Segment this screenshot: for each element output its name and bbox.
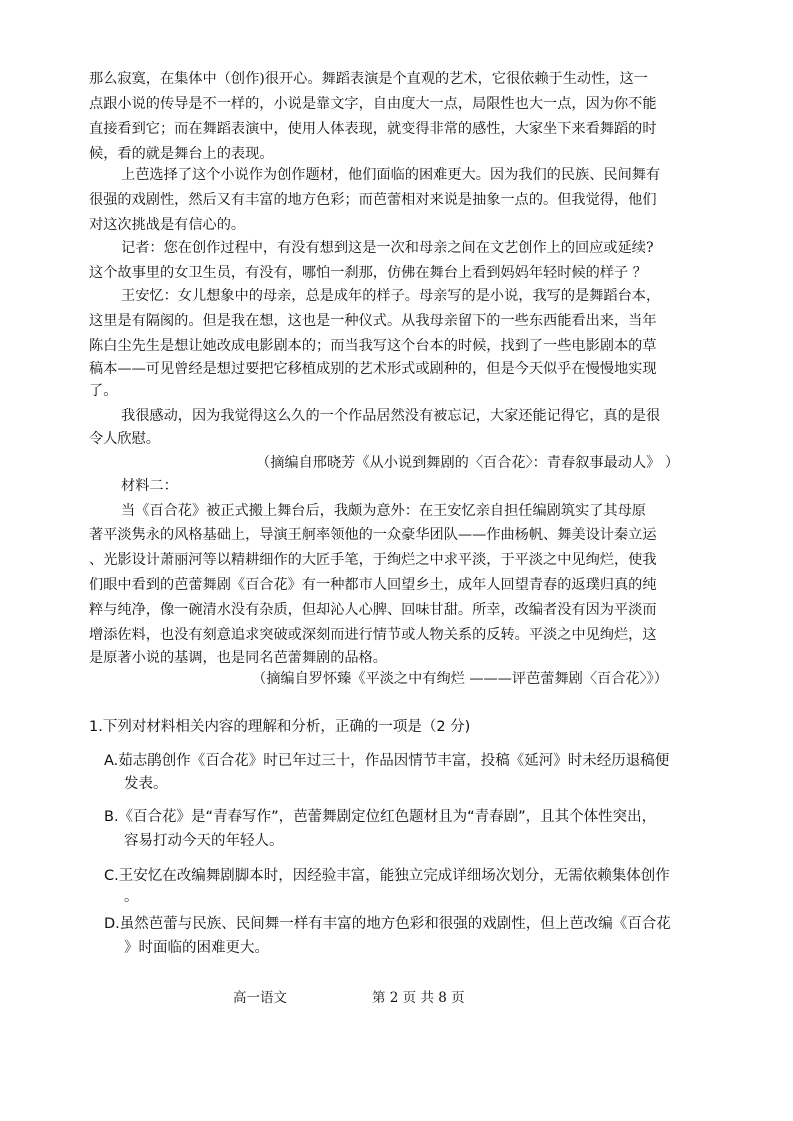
option-c-line: 。 — [124, 889, 139, 905]
text-line: 著平淡隽永的风格基础上，导演王舸率领他的一众豪华团队——作曲杨帆、舞美设计秦立运 — [89, 527, 657, 543]
option-b-line: 容易打动今天的年轻人。 — [124, 833, 284, 849]
footer-subject: 高一语文 — [233, 990, 287, 1006]
text-line: 这个故事里的女卫生员，有没有，哪怕一刹那，仿佛在舞台上看到妈妈年轻时候的样子 ？ — [89, 265, 647, 281]
text-line: 王安忆：女儿想象中的母亲，总是成年的样子。母亲写的是小说，我写的是舞蹈台本， — [121, 288, 661, 304]
text-line: 上芭选择了这个小说作为创作题材，他们面临的困难更大。因为我们的民族、民间舞有 — [121, 167, 661, 183]
text-line: 很强的戏剧性，然后又有丰富的地方色彩；而芭蕾相对来说是抽象一点的。但我觉得，他们 — [89, 192, 657, 208]
text-line: 直接看到它；而在舞蹈表演中，使用人体表现，就变得非常的感性，大家坐下来看舞蹈的时 — [89, 121, 657, 137]
text-line: 、光影设计萧丽河等以精耕细作的大匠手笔，于绚烂之中求平淡，于平淡之中见绚烂，使我 — [89, 552, 657, 568]
option-a-line: 发表。 — [124, 776, 168, 792]
option-c-line: C.王安忆在改编舞剧脚本时，因经验丰富，能独立完成详细场次划分，无需依赖集体创作 — [104, 868, 670, 884]
text-line: 记者：您在创作过程中，有没有想到这是一次和母亲之间在文艺创作上的回应或延续? — [121, 240, 654, 256]
text-line: 令人欣慰。 — [89, 431, 160, 447]
material-two-source: （摘编自罗怀臻《平淡之中有绚烂 ———评芭蕾舞剧〈百合花〉》） — [252, 671, 668, 687]
text-line: 当《百合花》被正式搬上舞台后，我颇为意外：在王安忆亲自担任编剧筑实了其母原 — [121, 503, 646, 519]
text-line: 这里是有隔阂的。但是我在想，这也是一种仪式。从我母亲留下的一些东西能看出来，当年 — [89, 313, 657, 329]
text-line: 稿本——可见曾经是想过要把它移植成别的艺术形式或剧种的，但是今天似乎在慢慢地实现 — [89, 361, 657, 377]
option-a-line: A.茹志鹃创作《百合花》时已年过三十，作品因情节丰富，投稿《延河》时未经历退稿便 — [104, 753, 670, 769]
text-line: 点跟小说的传导是不一样的，小说是靠文字，自由度大一点，局限性也大一点，因为你不能 — [89, 96, 657, 112]
question-1-stem: 1.下列对材料相关内容的理解和分析，正确的一项是（2 分) — [89, 719, 471, 735]
material-one-source: （摘编自邢晓芳《从小说到舞剧的〈百合花〉：青春叙事最动人》 ） — [256, 455, 680, 471]
text-line: 们眼中看到的芭蕾舞剧《百合花》有一种都市人回望乡土，成年人回望青春的返璞归真的纯 — [89, 577, 657, 593]
text-line: 我很感动，因为我觉得这么久的一个作品居然没有被忘记，大家还能记得它，真的是很 — [121, 408, 661, 424]
footer-page-number: 第 2 页 共 8 页 — [372, 990, 465, 1006]
text-line: 候，看的就是舞台上的表现。 — [89, 146, 274, 162]
text-line: 那么寂寞，在集体中（创作)很开心。舞蹈表演是个直观的艺术，它很依赖于生动性，这一 — [89, 71, 648, 87]
text-line: 是原著小说的基调，也是同名芭蕾舞剧的品格。 — [89, 650, 387, 666]
text-line: 陈白尘先生是想让她改成电影剧本的；而当我写这个台本的时候，找到了一些电影剧本的草 — [89, 338, 657, 354]
option-d-line: D.虽然芭蕾与民族、民间舞一样有丰富的地方色彩和很强的戏剧性，但上芭改编《百合花 — [104, 916, 671, 932]
text-line: 了。 — [89, 383, 118, 399]
option-d-line: 》时面临的困难更大。 — [124, 940, 269, 956]
text-line: 对这次挑战是有信心的。 — [89, 217, 246, 233]
material-two-heading: 材料二： — [121, 478, 178, 494]
text-line: 增添佐料，也没有刻意追求突破或深刻而进行情节或人物关系的反转。平淡之中见绚烂，这 — [89, 627, 657, 643]
option-b-line: B.《百合花》是“青春写作”，芭蕾舞剧定位红色题材且为“青春剧”，且其个体性突出， — [104, 809, 657, 825]
text-line: 粹与纯净，像一碗清水没有杂质，但却沁人心脾、回味甘甜。所幸，改编者没有因为平淡而 — [89, 602, 657, 618]
